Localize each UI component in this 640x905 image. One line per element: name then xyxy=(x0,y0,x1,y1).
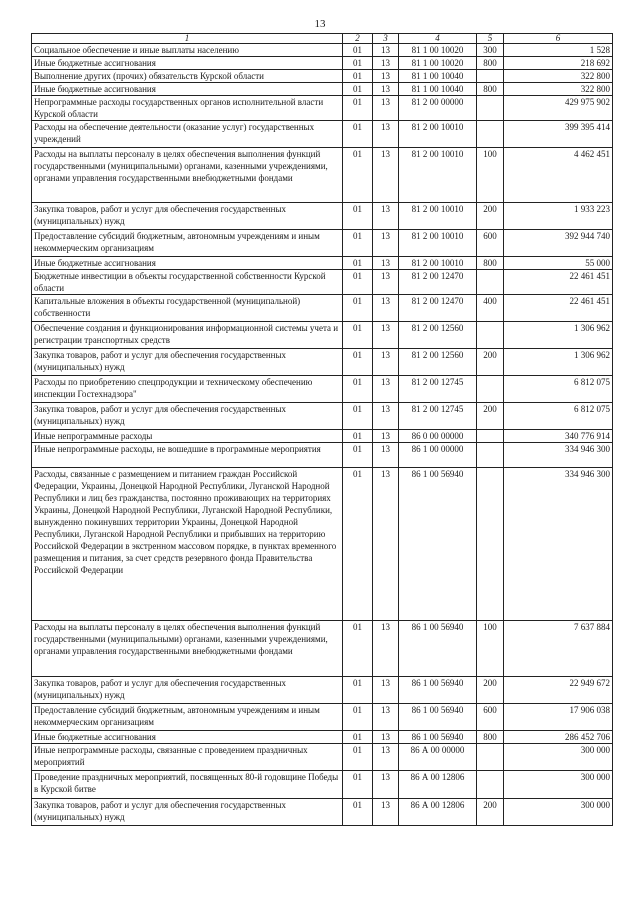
header-col-1: 1 xyxy=(32,34,343,44)
target-article-code: 81 2 00 10010 xyxy=(399,257,477,270)
target-article-code: 81 2 00 10010 xyxy=(399,203,477,230)
table-row xyxy=(32,403,613,430)
expense-name: Иные бюджетные ассигнования xyxy=(32,57,343,70)
amount: 22 461 451 xyxy=(504,270,613,295)
subsection-code: 13 xyxy=(373,621,399,677)
table-row xyxy=(32,70,613,83)
subsection-code: 13 xyxy=(373,468,399,621)
amount: 300 000 xyxy=(504,744,613,771)
target-article-code: 86 1 00 00000 xyxy=(399,443,477,468)
amount: 55 000 xyxy=(504,257,613,270)
section-code: 01 xyxy=(343,443,373,468)
amount: 334 946 300 xyxy=(504,468,613,621)
expense-name: Иные непрограммные расходы xyxy=(32,430,343,443)
section-code: 01 xyxy=(343,270,373,295)
target-article-code: 81 1 00 10040 xyxy=(399,70,477,83)
expense-name: Иные бюджетные ассигнования xyxy=(32,257,343,270)
expense-name: Проведение праздничных мероприятий, посвященных 80-й годовщине Победы в Курской битве xyxy=(32,771,343,799)
target-article-code: 81 2 00 12560 xyxy=(399,322,477,349)
budget-table xyxy=(31,33,613,826)
expense-type-code: 100 xyxy=(477,148,504,203)
section-code: 01 xyxy=(343,83,373,96)
subsection-code: 13 xyxy=(373,443,399,468)
section-code: 01 xyxy=(343,203,373,230)
subsection-code: 13 xyxy=(373,96,399,121)
expense-type-code: 200 xyxy=(477,403,504,430)
amount: 429 975 902 xyxy=(504,96,613,121)
expense-type-code xyxy=(477,376,504,403)
expense-name: Расходы на выплаты персоналу в целях обеспечения выполнения функций государственными (муниципальными) органами, казенными учреждениями, органами управления государственными внебюджетными фондами xyxy=(32,148,343,203)
subsection-code: 13 xyxy=(373,44,399,57)
expense-name: Расходы по приобретению спецпродукции и техническому обеспечению инспекции Гостехнадзора" xyxy=(32,376,343,403)
table-row xyxy=(32,57,613,70)
expense-type-code: 400 xyxy=(477,295,504,322)
expense-type-code xyxy=(477,430,504,443)
target-article-code: 86 1 00 56940 xyxy=(399,731,477,744)
amount: 22 461 451 xyxy=(504,295,613,322)
section-code: 01 xyxy=(343,148,373,203)
target-article-code: 81 2 00 12470 xyxy=(399,295,477,322)
expense-name: Социальное обеспечение и иные выплаты населению xyxy=(32,44,343,57)
expense-name: Иные непрограммные расходы, связанные с проведением праздничных мероприятий xyxy=(32,744,343,771)
table-header xyxy=(32,34,613,44)
subsection-code: 13 xyxy=(373,295,399,322)
expense-type-code: 300 xyxy=(477,44,504,57)
table-row xyxy=(32,744,613,771)
amount: 1 528 xyxy=(504,44,613,57)
subsection-code: 13 xyxy=(373,148,399,203)
target-article-code: 81 2 00 00000 xyxy=(399,96,477,121)
target-article-code: 81 2 00 12745 xyxy=(399,403,477,430)
page-number: 13 xyxy=(314,18,326,30)
target-article-code: 81 2 00 10010 xyxy=(399,148,477,203)
table-row xyxy=(32,322,613,349)
amount: 322 800 xyxy=(504,70,613,83)
expense-type-code: 600 xyxy=(477,230,504,257)
expense-name: Обеспечение создания и функционирования информационной системы учета и регистрации транспортных средств xyxy=(32,322,343,349)
subsection-code: 13 xyxy=(373,349,399,376)
amount: 392 944 740 xyxy=(504,230,613,257)
expense-name: Закупка товаров, работ и услуг для обеспечения государственных (муниципальных) нужд xyxy=(32,349,343,376)
table-row xyxy=(32,771,613,799)
expense-name: Капитальные вложения в объекты государственной (муниципальной) собственности xyxy=(32,295,343,322)
expense-name: Иные бюджетные ассигнования xyxy=(32,731,343,744)
amount: 218 692 xyxy=(504,57,613,70)
expense-name: Закупка товаров, работ и услуг для обеспечения государственных (муниципальных) нужд xyxy=(32,203,343,230)
expense-name: Выполнение других (прочих) обязательств Курской области xyxy=(32,70,343,83)
subsection-code: 13 xyxy=(373,430,399,443)
subsection-code: 13 xyxy=(373,57,399,70)
target-article-code: 86 А 00 12806 xyxy=(399,799,477,826)
section-code: 01 xyxy=(343,70,373,83)
target-article-code: 81 2 00 12560 xyxy=(399,349,477,376)
table-row xyxy=(32,83,613,96)
expense-type-code xyxy=(477,121,504,148)
expense-type-code: 800 xyxy=(477,57,504,70)
table-row xyxy=(32,443,613,468)
expense-type-code: 100 xyxy=(477,621,504,677)
amount: 322 800 xyxy=(504,83,613,96)
section-code: 01 xyxy=(343,230,373,257)
table-row xyxy=(32,270,613,295)
subsection-code: 13 xyxy=(373,376,399,403)
table-row xyxy=(32,704,613,731)
expense-type-code: 800 xyxy=(477,731,504,744)
expense-type-code: 200 xyxy=(477,799,504,826)
subsection-code: 13 xyxy=(373,704,399,731)
table-row xyxy=(32,203,613,230)
expense-name: Расходы, связанные с размещением и питанием граждан Российской Федерации, Украины, Донецкой Народной Республики, Луганской Народной Республики и лиц без гражданства, постоянно проживающих на территориях Украины, Донецкой Народной Республики, Луганской Народной Республики, вынужденно покинувших территории Украины, Донецкой Народной Республики, Луганской Народной Республики и прибывших на территорию Российской Федерации в экстренном массовом порядке, в пунктах временного размещения и питания, за счет средств резервного фонда Правительства Российской Федерации xyxy=(32,468,343,621)
expense-name: Закупка товаров, работ и услуг для обеспечения государственных (муниципальных) нужд xyxy=(32,677,343,704)
amount: 17 906 038 xyxy=(504,704,613,731)
header-row xyxy=(32,34,613,44)
section-code: 01 xyxy=(343,44,373,57)
subsection-code: 13 xyxy=(373,70,399,83)
table-row xyxy=(32,148,613,203)
subsection-code: 13 xyxy=(373,744,399,771)
expense-name: Предоставление субсидий бюджетным, автономным учреждениям и иным некоммерческим организациям xyxy=(32,230,343,257)
header-col-3: 3 xyxy=(373,34,399,44)
subsection-code: 13 xyxy=(373,677,399,704)
section-code: 01 xyxy=(343,468,373,621)
subsection-code: 13 xyxy=(373,203,399,230)
target-article-code: 86 1 00 56940 xyxy=(399,704,477,731)
amount: 286 452 706 xyxy=(504,731,613,744)
section-code: 01 xyxy=(343,57,373,70)
subsection-code: 13 xyxy=(373,121,399,148)
table-body xyxy=(32,44,613,826)
header-col-4: 4 xyxy=(399,34,477,44)
section-code: 01 xyxy=(343,295,373,322)
target-article-code: 86 0 00 00000 xyxy=(399,430,477,443)
target-article-code: 81 1 00 10040 xyxy=(399,83,477,96)
amount: 334 946 300 xyxy=(504,443,613,468)
table-row xyxy=(32,349,613,376)
table-row xyxy=(32,799,613,826)
section-code: 01 xyxy=(343,96,373,121)
amount: 300 000 xyxy=(504,799,613,826)
amount: 22 949 672 xyxy=(504,677,613,704)
table-row xyxy=(32,376,613,403)
expense-type-code xyxy=(477,443,504,468)
amount: 1 933 223 xyxy=(504,203,613,230)
expense-name: Бюджетные инвестиции в объекты государственной собственности Курской области xyxy=(32,270,343,295)
expense-type-code xyxy=(477,70,504,83)
amount: 300 000 xyxy=(504,771,613,799)
target-article-code: 81 2 00 12470 xyxy=(399,270,477,295)
amount: 340 776 914 xyxy=(504,430,613,443)
amount: 6 812 075 xyxy=(504,376,613,403)
table-row xyxy=(32,44,613,57)
header-col-5: 5 xyxy=(477,34,504,44)
subsection-code: 13 xyxy=(373,257,399,270)
table-row xyxy=(32,677,613,704)
table-row xyxy=(32,731,613,744)
expense-name: Закупка товаров, работ и услуг для обеспечения государственных (муниципальных) нужд xyxy=(32,403,343,430)
target-article-code: 86 1 00 56940 xyxy=(399,677,477,704)
target-article-code: 86 А 00 12806 xyxy=(399,771,477,799)
target-article-code: 86 1 00 56940 xyxy=(399,468,477,621)
table-row xyxy=(32,468,613,621)
subsection-code: 13 xyxy=(373,270,399,295)
section-code: 01 xyxy=(343,771,373,799)
expense-name: Предоставление субсидий бюджетным, автономным учреждениям и иным некоммерческим организациям xyxy=(32,704,343,731)
target-article-code: 86 1 00 56940 xyxy=(399,621,477,677)
subsection-code: 13 xyxy=(373,322,399,349)
target-article-code: 81 2 00 12745 xyxy=(399,376,477,403)
section-code: 01 xyxy=(343,403,373,430)
header-col-2: 2 xyxy=(343,34,373,44)
amount: 6 812 075 xyxy=(504,403,613,430)
section-code: 01 xyxy=(343,731,373,744)
table-row xyxy=(32,295,613,322)
expense-name: Иные бюджетные ассигнования xyxy=(32,83,343,96)
table-row xyxy=(32,257,613,270)
section-code: 01 xyxy=(343,430,373,443)
target-article-code: 81 1 00 10020 xyxy=(399,57,477,70)
section-code: 01 xyxy=(343,677,373,704)
amount: 1 306 962 xyxy=(504,322,613,349)
section-code: 01 xyxy=(343,376,373,403)
expense-type-code xyxy=(477,468,504,621)
expense-type-code: 800 xyxy=(477,257,504,270)
table-row xyxy=(32,621,613,677)
section-code: 01 xyxy=(343,704,373,731)
expense-type-code xyxy=(477,96,504,121)
expense-type-code xyxy=(477,270,504,295)
amount: 399 395 414 xyxy=(504,121,613,148)
subsection-code: 13 xyxy=(373,771,399,799)
section-code: 01 xyxy=(343,744,373,771)
section-code: 01 xyxy=(343,799,373,826)
table-row xyxy=(32,96,613,121)
expense-type-code: 200 xyxy=(477,677,504,704)
section-code: 01 xyxy=(343,121,373,148)
subsection-code: 13 xyxy=(373,83,399,96)
amount: 7 637 884 xyxy=(504,621,613,677)
expense-name: Закупка товаров, работ и услуг для обеспечения государственных (муниципальных) нужд xyxy=(32,799,343,826)
expense-type-code xyxy=(477,744,504,771)
section-code: 01 xyxy=(343,621,373,677)
section-code: 01 xyxy=(343,349,373,376)
section-code: 01 xyxy=(343,257,373,270)
amount: 1 306 962 xyxy=(504,349,613,376)
expense-type-code xyxy=(477,771,504,799)
target-article-code: 81 2 00 10010 xyxy=(399,121,477,148)
expense-type-code: 600 xyxy=(477,704,504,731)
target-article-code: 86 А 00 00000 xyxy=(399,744,477,771)
table-row xyxy=(32,121,613,148)
subsection-code: 13 xyxy=(373,731,399,744)
target-article-code: 81 2 00 10010 xyxy=(399,230,477,257)
expense-type-code xyxy=(477,322,504,349)
amount: 4 462 451 xyxy=(504,148,613,203)
section-code: 01 xyxy=(343,322,373,349)
expense-type-code: 800 xyxy=(477,83,504,96)
subsection-code: 13 xyxy=(373,230,399,257)
table-row xyxy=(32,430,613,443)
subsection-code: 13 xyxy=(373,403,399,430)
expense-name: Непрограммные расходы государственных органов исполнительной власти Курской области xyxy=(32,96,343,121)
target-article-code: 81 1 00 10020 xyxy=(399,44,477,57)
expense-name: Расходы на обеспечение деятельности (оказание услуг) государственных учреждений xyxy=(32,121,343,148)
expense-name: Иные непрограммные расходы, не вошедшие в программные мероприятия xyxy=(32,443,343,468)
table-row xyxy=(32,230,613,257)
expense-type-code: 200 xyxy=(477,349,504,376)
expense-type-code: 200 xyxy=(477,203,504,230)
subsection-code: 13 xyxy=(373,799,399,826)
header-col-6: 6 xyxy=(504,34,613,44)
expense-name: Расходы на выплаты персоналу в целях обеспечения выполнения функций государственными (муниципальными) органами, казенными учреждениями, органами управления государственными внебюджетными фондами xyxy=(32,621,343,677)
